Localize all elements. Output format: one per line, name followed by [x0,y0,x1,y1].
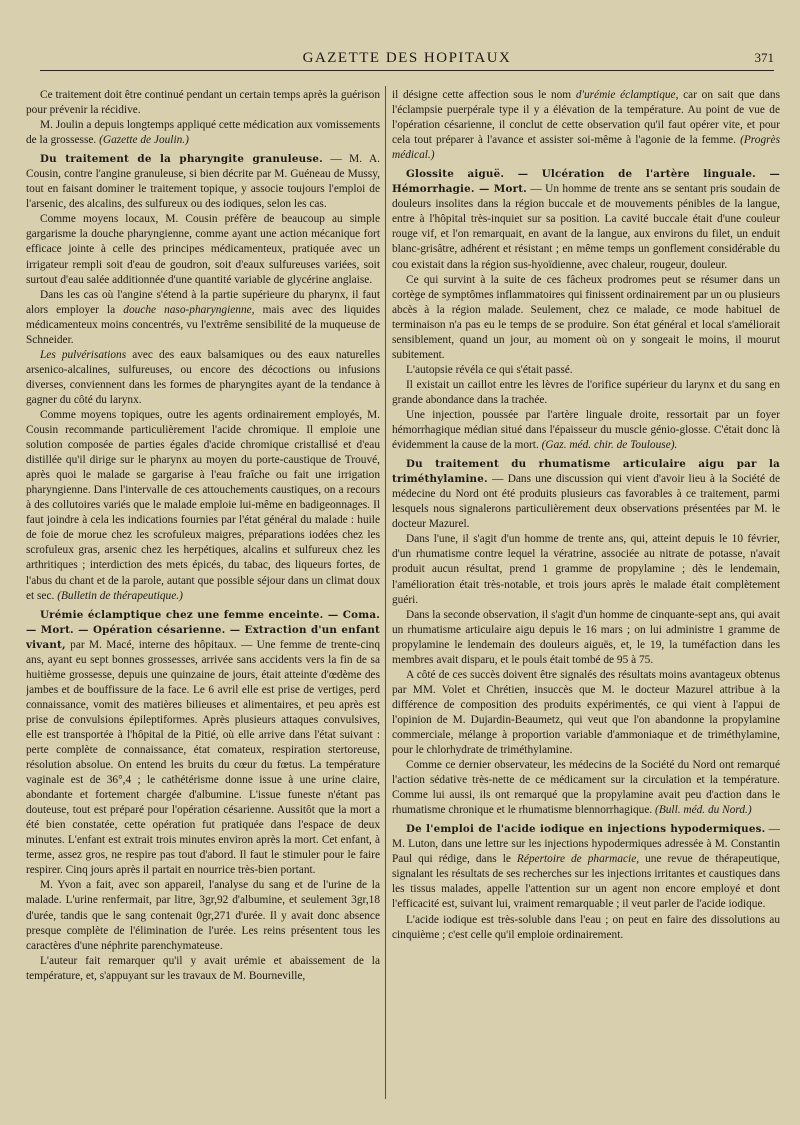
citation-toulouse: (Gaz. méd. chir. de Toulouse). [541,439,678,452]
uremie-cont-emphasis: d'urémie éclamptique, [575,89,679,101]
article-title-acide-iodique: De l'emploi de l'acide iodique en injections hypodermiques. [406,823,766,836]
intro-paragraph-2 [26,118,380,148]
page-number: 371 [754,50,774,65]
article-text-rhumatisme: — Dans une discussion qui vient d'avoir lieu à la Société de médecine du Nord ont été produits plusieurs cas favorables à ce traitement, parmi lesquels nous signalerons particulièrement deux observations présentées par M. le docteur Mazurel. [392,473,780,531]
article-text-glossite: — Un homme de trente ans se sentant pris soudain de douleurs insolites dans la région buccale et de mouvements pénibles de la langue, entre à l'hôpital très-inquiet sur sa position. La cavité buccale était d'une couleur rouge vif, et l'on remarquait, en avant de la langue, aux environs du filet, un enduit blanc-grisâtre, adhérent et résistant ; en même temps un gonflement considérable du cou existait dans la région sus-hyoïdienne, avec chaleur, rougeur, douleur. [392,183,780,271]
pharyngite-p3-a: Dans les cas où l'angine s'étend à la partie supérieure du pharynx, il faut alors employer la [26,288,380,316]
acide-iodique-emphasis: Répertoire de pharmacie, [516,853,640,866]
article-acide-iodique [392,822,780,912]
rhumatisme-paragraph-2: Dans l'une, il s'agit d'un homme de trente ans, qui, atteint depuis le 10 février, d'un rhumatisme contre lequel la vératrine, associée au nitrate de potasse, n'avait produit aucun résultat, prend 1 gramme de propylamine ; dès le lendemain, l'amélioration était très-notable, et trois jours après le malade était complètement guéri. [392,533,780,606]
article-pharyngite [26,152,380,212]
pharyngite-p4-b: avec des eaux balsamiques ou des eaux naturelles arsenico-alcalines, sulfureuses, ou encore des décoctions ou infusions diverses, conviennent dans les formes de pharyngites ayant de la tendance à gagner du côté du larynx. [26,348,380,406]
header-rule [40,70,774,71]
pharyngite-paragraph-3 [26,288,380,348]
rhumatisme-p5-text: Comme ce dernier observateur, les médecins de la Société du Nord ont remarqué l'action sédative très-nette de ce médicament sur la circulation et la température. Comme lui aussi, ils ont remarqué que la propylamine avait peu d'action dans le rhumatisme chronique et le rhumatisme blennorrhagique. [392,759,780,817]
pharyngite-p5-text: Comme moyens topiques, outre les agents ordinairement employés, M. Cousin recommande particulièrement l'acide chromique. Il emploie une solution composée de parties égales d'acide chromique cristallisé et d'eau distillée qu'il dirige sur le pharynx au moyen du porte-caustique de Trouvé, après quoi le malade se gargarise à l'eau fraîche ou fait une irrigation pharyngienne. Dans l'intervalle de ces attouchements caustiques, on a recours à des collutoires variés que le malade emploie lui-même en badigeonnages. Il faut joindre à cela les indications fournies par l'état général du malade : huile de foie de morue chez les scrofuleux maigres, préparations iodées chez les scrofuleux gras, arsenic chez les herpétiques, alcalins et sulfureux chez les arthritiques ; interdiction des mets épicés, du tabac, des liqueurs fortes, de l'abus du chant et de la parole, autant que possible séjour dans un climat doux et sec. [26,408,380,602]
article-glossite [392,167,780,272]
column-divider [385,86,386,1099]
citation-joulin: (Gazette de Joulin.) [99,134,189,147]
pharyngite-paragraph-4 [26,348,380,408]
glossite-p5-text: Une injection, poussée par l'artère linguale droite, ressortait par un foyer hémorrhagique médian situé dans l'épaisseur du muscle génio-glosse. C'était donc là évidemment la cause de la mort. [392,408,780,452]
pharyngite-p3-emphasis: douche naso-pharyngienne, [123,303,255,316]
uremie-cont-b: car on sait que dans l'éclampsie puerpérale type il y a élévation de la température. Au point de vue de l'opération césarienne, il conclut de cette observation qu'il faut opérer vite, et pour cela tout préparer à l'avance et assister soi-même à l'agonie de la femme. [392,89,780,147]
acide-iodique-paragraph-2: L'acide iodique est très-soluble dans l'eau ; on peut en faire des dissolutions au cinquième ; c'est celle qu'il emploie ordinairement. [392,913,780,941]
running-title: GAZETTE DES HOPITAUX [302,50,512,66]
article-uremie [26,608,380,879]
acide-iodique-text-a: — M. Luton, dans une lettre sur les injections hypodermiques adressée à M. Constantin Paul qui rédige, dans le [392,823,780,866]
left-column [26,88,380,1101]
article-rhumatisme [392,457,780,532]
article-title-pharyngite: Du traitement de la pharyngite granuleuse. [40,153,323,166]
pharyngite-p3-b: mais avec des liquides médicamenteux moins concentrés, vu l'extrême sensibilité de la muqueuse de Schneider. [26,303,380,346]
intro-paragraph-2-text: M. Joulin a depuis longtemps appliqué cette médication aux vomissements de la grossesse. [26,119,380,147]
citation-nord: (Bull. méd. du Nord.) [655,804,752,817]
uremie-continuation [392,88,780,163]
article-title-rhumatisme: Du traitement du rhumatisme articulaire aigu par la triméthylamine. [392,458,780,486]
article-title-uremie: Urémie éclamptique chez une femme enceinte. — Coma. — Mort. — Opération césarienne. — Extraction d'un enfant vivant, [26,608,380,651]
citation-bulletin: (Bulletin de thérapeutique.) [57,589,183,602]
uremie-paragraph-3: L'auteur fait remarquer qu'il y avait urémie et abaissement de la température, et, s'appuyant sur les travaux de M. Bourneville, [26,954,380,982]
glossite-paragraph-5 [392,408,780,453]
citation-progres: (Progrès médical.) [392,134,780,162]
glossite-paragraph-4: Il existait un caillot entre les lèvres de l'orifice supérieur du larynx et du sang en grande abondance dans la trachée. [392,378,780,406]
pharyngite-paragraph-2: Comme moyens locaux, M. Cousin préfère de beaucoup au simple gargarisme la douche pharyngienne, comme ayant une action mécanique fort efficace jointe à celle des principes médicamenteux, pratiquée avec un irrigateur rempli soit d'eau de goudron, soit d'eaux sulfureuses variées, soit surtout d'eau salée additionnée d'une quantité variable de glycérine anglaise. [26,213,380,286]
glossite-paragraph-2: Ce qui survint à la suite de ces fâcheux prodromes peut se résumer dans un cortège de symptômes inflammatoires qui finissent ordinairement par un ou plusieurs abcès à la région malade. Seulement, chez ce malade, ce mode habituel de terminaison n'a pas eu le temps de se produire. Son état général et local s'améliorait sensiblement, quand un jour, au moment où on y songeait le moins, il mourut subitement. [392,273,780,361]
acide-iodique-text-b: une revue de thérapeutique, signalant les résultats de ses recherches sur les injections irritantes et caustiques dans les tissus malades, appelle l'attention sur un agent non encore employé et dont l'efficacité est, suivant lui, vraiment remarquable ; il veut parler de l'acide iodique. [392,853,780,911]
intro-paragraph-1: Ce traitement doit être continué pendant un certain temps après la guérison pour prévenir la récidive. [26,89,380,117]
article-text-uremie: par M. Macé, interne des hôpitaux. — Une femme de trente-cinq ans, ayant eu sept bonnes grossesses, arrivée sans accidents vers la fin de sa huitième grossesse, depuis une quinzaine de jours, était atteinte d'œdème des jambes et de bouffissure de la face. Le 6 avril elle est prise de vertiges, perd connaissance, vomit des matières bilieuses et alimentaires, et peu après est prise de convulsions épileptiformes. Après plusieurs attaques convulsives, elle est transportée à l'hôpital de la Pitié, où elle arrive dans l'état suivant : perte complète de connaissance, état comateux, respiration stertoreuse, résolution absolue. On entend les bruits du cœur du fœtus. La température vaginale est de 36°,4 ; le cathétérisme donne issue à une urine claire, abondante et fortement chargée d'albumine. L'issue funeste n'étant pas douteuse, tout est préparé pour l'opération césarienne. Aussitôt que la mort a été bien constatée, cette opération fut pratiquée dans l'espace de deux minutes. L'enfant est extrait trois minutes environ après la mort. Cet enfant, à terme, assez gros, ne respire pas tout d'abord. Il faut le stimuler pour le faire respirer. Cinq jours après il partait en nourrice très-bien portant. [26,638,380,877]
uremie-cont-a: il désigne cette affection sous le nom [392,89,572,101]
page-header [40,42,774,72]
article-title-glossite: Glossite aiguë. — Ulcération de l'artère linguale. — Hémorrhagie. — Mort. [392,168,780,196]
right-column [392,88,780,1101]
rhumatisme-paragraph-4: A côté de ces succès doivent être signalés des résultats moins avantageux obtenus par MM. Volet et Chrétien, insuccès que M. le docteur Mazurel attribue à la différence de composition des produits expérimentés, ce qui vient à l'appui de l'opinion de M. Dujardin-Beaumetz, qui veut que l'on abandonne la propylamine commerciale, mélange à proportion variable d'ammoniaque et de triméthylamine, pour le chlorhydrate de triméthylamine. [392,668,780,757]
pharyngite-p4-emphasis: Les pulvérisations [40,348,127,361]
rhumatisme-paragraph-5 [392,758,780,818]
pharyngite-paragraph-5 [26,408,380,604]
rhumatisme-paragraph-3: Dans la seconde observation, il s'agit d'un homme de cinquante-sept ans, qui avait un rhumatisme articulaire aigu depuis le 16 mars ; on lui administre 1 gramme de propylamine le lendemain des douleurs aiguës, et, le 19, la tuméfaction dans les membres avait disparu, et le pouls était tombé de 95 à 75. [392,608,780,666]
article-text-pharyngite: — M. A. Cousin, contre l'angine granuleuse, si bien décrite par M. Guéneau de Mussy, tout en faisant dominer le traitement topique, y associe toujours l'emploi de l'arsenic, des alcalins, des sulfureux ou des iodiques, selon les cas. [26,153,380,211]
glossite-paragraph-3: L'autopsie révéla ce qui s'était passé. [406,363,573,376]
uremie-paragraph-2: M. Yvon a fait, avec son appareil, l'analyse du sang et de l'urine de la malade. L'urine renfermait, par litre, 3gr,92 d'albumine, et seulement 3gr,18 d'urée, tandis que le sang contenait 0gr,271 d'urée. Il y avait donc absence presque complète de l'élimination de l'urée. Les reins présentent tous les caractères d'une néphrite parenchymateuse. [26,879,380,952]
